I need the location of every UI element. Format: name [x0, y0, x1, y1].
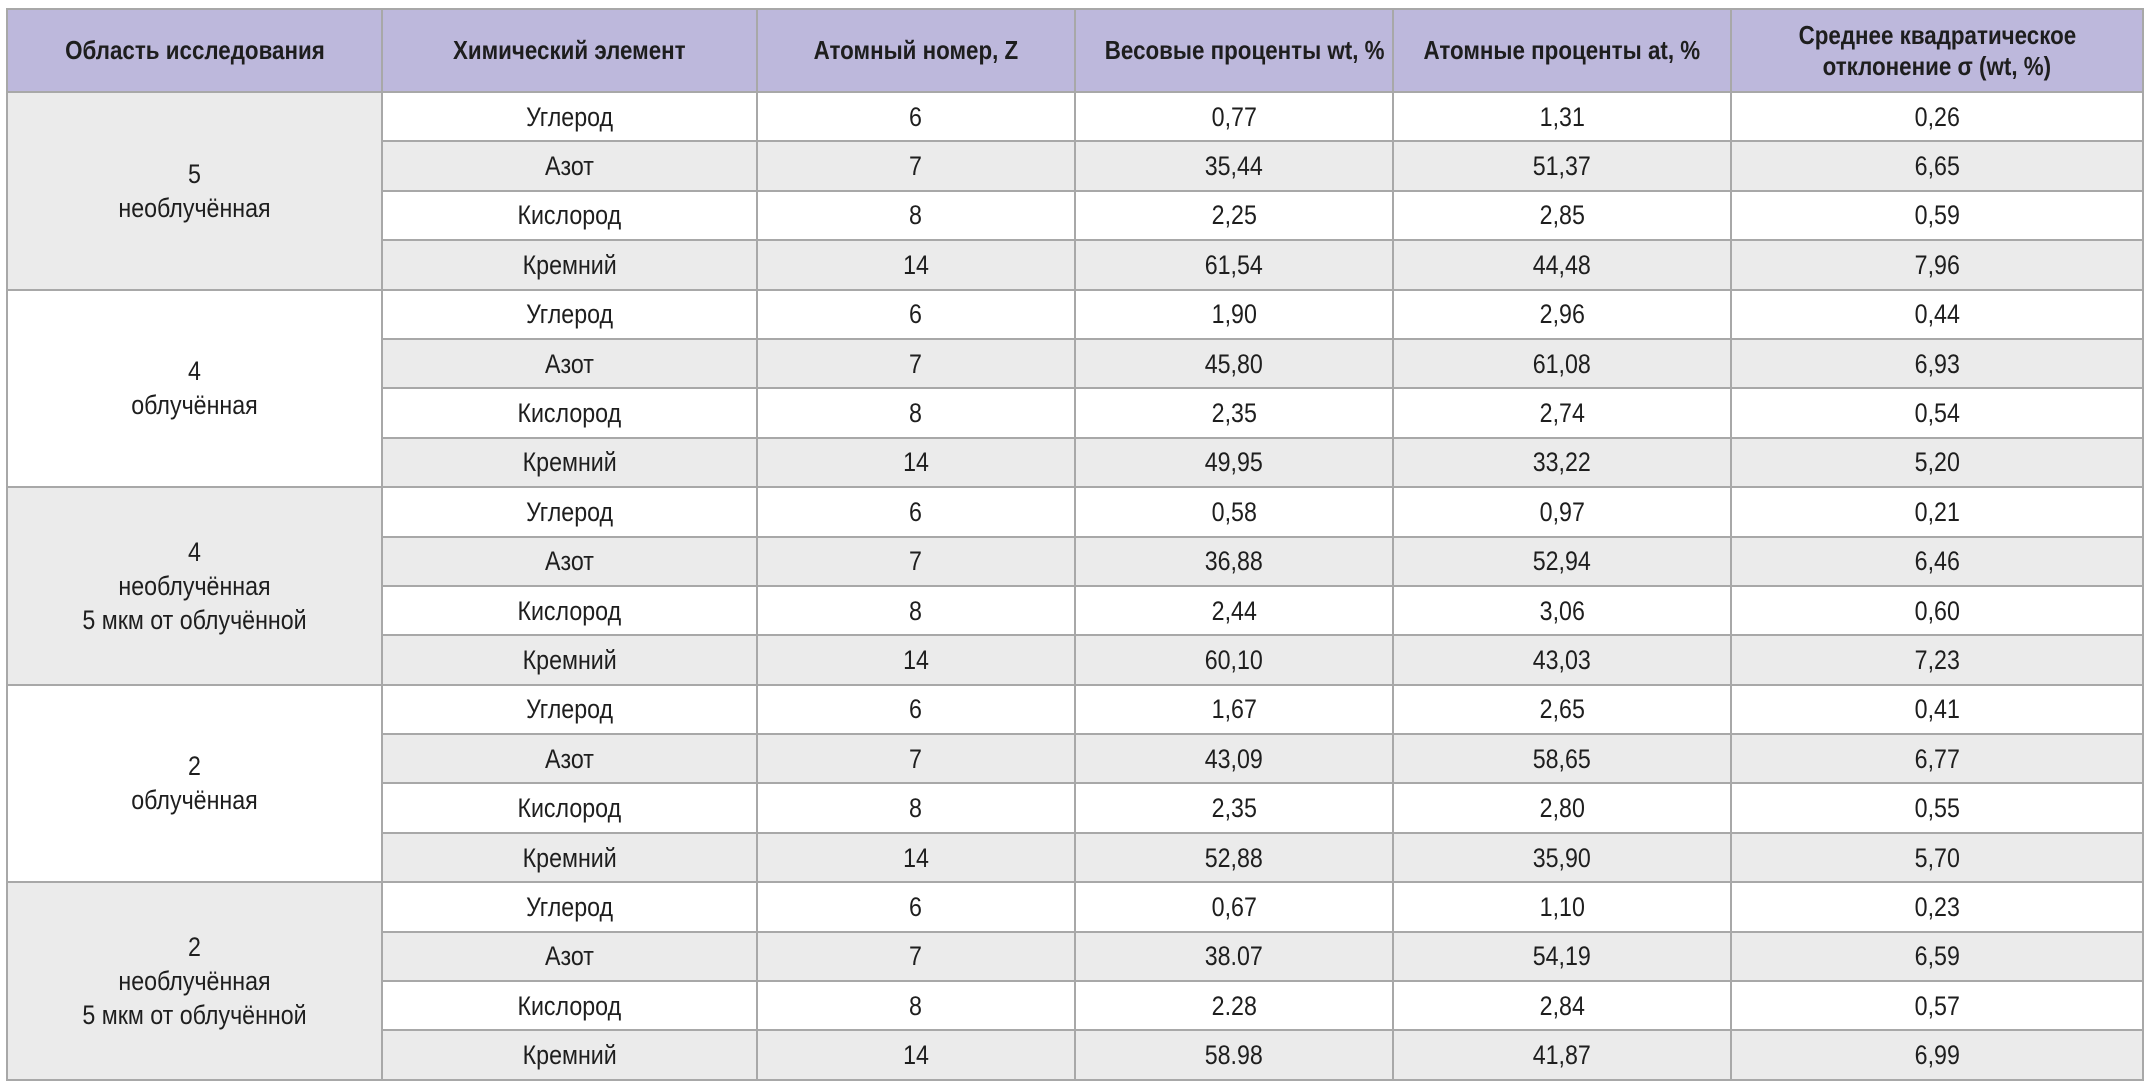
cell-std-deviation-value: 6,77	[1914, 743, 1960, 774]
cell-element-value: Азот	[545, 941, 594, 972]
cell-atomic-number	[757, 438, 1075, 487]
cell-atomic-percent	[1393, 685, 1731, 734]
cell-atomic-percent	[1393, 981, 1731, 1030]
cell-atomic-percent	[1393, 240, 1731, 289]
cell-atomic-percent-value: 35,90	[1532, 842, 1592, 873]
cell-atomic-percent-value: 2,65	[1539, 694, 1585, 725]
cell-std-deviation	[1731, 635, 2143, 684]
cell-weight-percent	[1075, 438, 1393, 487]
cell-atomic-number	[757, 191, 1075, 240]
cell-weight-percent-value: 2,35	[1211, 793, 1257, 824]
cell-element	[382, 191, 757, 240]
cell-std-deviation-value: 0,54	[1914, 398, 1960, 429]
cell-element-value: Кислород	[517, 595, 622, 626]
cell-std-deviation-value: 5,70	[1914, 842, 1960, 873]
cell-weight-percent-value: 38.07	[1204, 941, 1264, 972]
study-area-line: 5 мкм от облучённой	[82, 1000, 307, 1031]
cell-atomic-percent-value: 2,84	[1539, 990, 1585, 1021]
cell-element	[382, 339, 757, 388]
cell-weight-percent-value: 60,10	[1204, 644, 1264, 675]
cell-atomic-percent	[1393, 290, 1731, 339]
study-area-line: облучённая	[131, 785, 258, 816]
cell-std-deviation	[1731, 487, 2143, 536]
cell-study-area	[7, 92, 382, 290]
table-row	[7, 92, 2143, 141]
cell-weight-percent	[1075, 783, 1393, 832]
cell-std-deviation	[1731, 537, 2143, 586]
cell-atomic-number-value: 8	[909, 990, 923, 1021]
cell-atomic-number-value: 8	[909, 793, 923, 824]
cell-atomic-number-value: 6	[909, 299, 923, 330]
cell-atomic-number-value: 14	[903, 249, 929, 280]
cell-atomic-percent	[1393, 388, 1731, 437]
cell-weight-percent	[1075, 339, 1393, 388]
cell-atomic-percent-value: 2,85	[1539, 200, 1585, 231]
cell-element-value: Углерод	[525, 891, 613, 922]
cell-std-deviation-value: 6,65	[1914, 151, 1960, 182]
cell-weight-percent-value: 0,58	[1211, 496, 1257, 527]
cell-element-value: Азот	[545, 348, 594, 379]
cell-weight-percent	[1075, 141, 1393, 190]
cell-atomic-percent-value: 58,65	[1532, 743, 1592, 774]
cell-weight-percent-value: 2,44	[1211, 595, 1257, 626]
data-table-container	[6, 8, 2142, 1081]
cell-element-value: Кислород	[517, 793, 622, 824]
cell-atomic-percent-value: 1,10	[1539, 891, 1585, 922]
cell-weight-percent-value: 43,09	[1204, 743, 1264, 774]
cell-weight-percent-value: 1,67	[1211, 694, 1257, 725]
cell-atomic-number	[757, 537, 1075, 586]
study-area-line: 2	[188, 751, 201, 782]
cell-weight-percent-value: 1,90	[1211, 299, 1257, 330]
cell-element-value: Углерод	[525, 694, 613, 725]
cell-weight-percent-value: 2.28	[1211, 990, 1257, 1021]
cell-std-deviation	[1731, 833, 2143, 882]
cell-weight-percent-value: 2,25	[1211, 200, 1257, 231]
cell-element	[382, 1030, 757, 1079]
cell-element-value: Углерод	[525, 496, 613, 527]
table-row	[7, 685, 2143, 734]
cell-std-deviation	[1731, 734, 2143, 783]
cell-weight-percent	[1075, 734, 1393, 783]
study-area-line: 2	[188, 932, 201, 963]
cell-atomic-percent	[1393, 833, 1731, 882]
cell-atomic-number	[757, 635, 1075, 684]
cell-std-deviation-value: 0,44	[1914, 299, 1960, 330]
cell-weight-percent	[1075, 191, 1393, 240]
cell-atomic-number-value: 7	[909, 151, 923, 182]
cell-std-deviation	[1731, 586, 2143, 635]
cell-element-value: Азот	[545, 743, 594, 774]
cell-weight-percent	[1075, 833, 1393, 882]
cell-atomic-percent-value: 44,48	[1532, 249, 1592, 280]
cell-element	[382, 487, 757, 536]
cell-std-deviation-value: 6,93	[1914, 348, 1960, 379]
cell-weight-percent	[1075, 635, 1393, 684]
cell-weight-percent	[1075, 932, 1393, 981]
cell-weight-percent-value: 45,80	[1204, 348, 1264, 379]
header-weight-percent: Весовые проценты wt, %	[1075, 9, 1393, 92]
cell-element	[382, 833, 757, 882]
cell-element-value: Кремний	[522, 842, 617, 873]
cell-atomic-percent-value: 41,87	[1532, 1040, 1592, 1071]
cell-element	[382, 290, 757, 339]
cell-atomic-number	[757, 339, 1075, 388]
cell-atomic-percent	[1393, 734, 1731, 783]
cell-element	[382, 537, 757, 586]
cell-element-value: Кислород	[517, 990, 622, 1021]
cell-weight-percent	[1075, 882, 1393, 931]
cell-atomic-number	[757, 1030, 1075, 1079]
cell-element	[382, 92, 757, 141]
cell-atomic-percent	[1393, 783, 1731, 832]
cell-atomic-percent	[1393, 487, 1731, 536]
cell-std-deviation	[1731, 932, 2143, 981]
cell-study-area	[7, 290, 382, 488]
cell-atomic-number-value: 6	[909, 496, 923, 527]
cell-atomic-percent	[1393, 92, 1731, 141]
cell-element	[382, 635, 757, 684]
cell-weight-percent-value: 36,88	[1204, 546, 1264, 577]
cell-atomic-number-value: 14	[903, 1040, 929, 1071]
cell-element	[382, 882, 757, 931]
cell-atomic-percent	[1393, 882, 1731, 931]
cell-weight-percent-value: 0,67	[1211, 891, 1257, 922]
cell-element-value: Азот	[545, 546, 594, 577]
cell-atomic-number	[757, 882, 1075, 931]
cell-atomic-percent-value: 51,37	[1532, 151, 1592, 182]
study-area-line: 4	[188, 356, 201, 387]
cell-atomic-number	[757, 783, 1075, 832]
cell-weight-percent	[1075, 981, 1393, 1030]
cell-atomic-number	[757, 240, 1075, 289]
cell-atomic-percent-value: 43,03	[1532, 644, 1592, 675]
table-row	[7, 882, 2143, 931]
cell-atomic-percent-value: 0,97	[1539, 496, 1585, 527]
cell-element-value: Кремний	[522, 1040, 617, 1071]
cell-weight-percent	[1075, 586, 1393, 635]
cell-study-area	[7, 882, 382, 1080]
cell-weight-percent	[1075, 388, 1393, 437]
header-atomic-number: Атомный номер, Z	[757, 9, 1075, 92]
study-area-line: необлучённая	[118, 192, 271, 223]
cell-element	[382, 734, 757, 783]
cell-atomic-percent	[1393, 339, 1731, 388]
table-row	[7, 290, 2143, 339]
cell-atomic-percent	[1393, 141, 1731, 190]
cell-atomic-percent	[1393, 1030, 1731, 1079]
cell-element	[382, 388, 757, 437]
cell-element-value: Азот	[545, 151, 594, 182]
cell-atomic-number	[757, 734, 1075, 783]
cell-element-value: Кремний	[522, 644, 617, 675]
study-area-line: необлучённая	[118, 570, 271, 601]
cell-weight-percent-value: 61,54	[1204, 249, 1264, 280]
cell-atomic-number-value: 6	[909, 101, 923, 132]
cell-weight-percent	[1075, 537, 1393, 586]
composition-table	[6, 8, 2144, 1081]
cell-std-deviation-value: 0,21	[1914, 496, 1960, 527]
cell-weight-percent-value: 49,95	[1204, 447, 1264, 478]
cell-std-deviation-value: 6,99	[1914, 1040, 1960, 1071]
cell-std-deviation	[1731, 339, 2143, 388]
cell-atomic-number	[757, 388, 1075, 437]
cell-atomic-percent-value: 61,08	[1532, 348, 1592, 379]
cell-weight-percent-value: 2,35	[1211, 398, 1257, 429]
header-area: Область исследования	[7, 9, 382, 92]
cell-atomic-number	[757, 586, 1075, 635]
cell-std-deviation-value: 5,20	[1914, 447, 1960, 478]
cell-atomic-number-value: 7	[909, 546, 923, 577]
cell-atomic-percent-value: 54,19	[1532, 941, 1592, 972]
cell-std-deviation-value: 0,41	[1914, 694, 1960, 725]
cell-weight-percent	[1075, 240, 1393, 289]
study-area-line: 5	[188, 158, 201, 189]
cell-atomic-number	[757, 685, 1075, 734]
cell-element	[382, 240, 757, 289]
cell-element	[382, 685, 757, 734]
cell-atomic-number-value: 14	[903, 447, 929, 478]
cell-element-value: Углерод	[525, 299, 613, 330]
cell-element	[382, 932, 757, 981]
cell-atomic-number	[757, 932, 1075, 981]
cell-std-deviation	[1731, 882, 2143, 931]
cell-std-deviation-value: 0,57	[1914, 990, 1960, 1021]
cell-weight-percent	[1075, 487, 1393, 536]
study-area-line: облучённая	[131, 390, 258, 421]
cell-atomic-percent-value: 2,74	[1539, 398, 1585, 429]
cell-study-area	[7, 685, 382, 883]
cell-atomic-number-value: 7	[909, 743, 923, 774]
cell-atomic-percent-value: 33,22	[1532, 447, 1592, 478]
cell-element	[382, 438, 757, 487]
cell-atomic-number-value: 6	[909, 891, 923, 922]
cell-std-deviation	[1731, 783, 2143, 832]
cell-std-deviation-value: 6,59	[1914, 941, 1960, 972]
header-element: Химический элемент	[382, 9, 757, 92]
cell-atomic-percent	[1393, 932, 1731, 981]
cell-atomic-percent	[1393, 586, 1731, 635]
cell-atomic-percent	[1393, 191, 1731, 240]
cell-atomic-percent	[1393, 537, 1731, 586]
study-area-line: 5 мкм от облучённой	[82, 604, 307, 635]
cell-weight-percent-value: 0,77	[1211, 101, 1257, 132]
table-row	[7, 487, 2143, 536]
cell-std-deviation	[1731, 438, 2143, 487]
cell-atomic-number	[757, 92, 1075, 141]
cell-std-deviation-value: 0,59	[1914, 200, 1960, 231]
cell-std-deviation	[1731, 1030, 2143, 1079]
table-body	[7, 92, 2143, 1080]
cell-atomic-percent-value: 52,94	[1532, 546, 1592, 577]
cell-std-deviation-value: 0,26	[1914, 101, 1960, 132]
cell-atomic-number-value: 8	[909, 398, 923, 429]
cell-std-deviation	[1731, 388, 2143, 437]
cell-atomic-number	[757, 290, 1075, 339]
cell-study-area	[7, 487, 382, 685]
cell-atomic-percent-value: 2,80	[1539, 793, 1585, 824]
study-area-line: необлучённая	[118, 966, 271, 997]
cell-element	[382, 783, 757, 832]
cell-element	[382, 586, 757, 635]
cell-std-deviation-value: 7,96	[1914, 249, 1960, 280]
cell-element-value: Кремний	[522, 249, 617, 280]
cell-atomic-number-value: 8	[909, 595, 923, 626]
cell-weight-percent-value: 52,88	[1204, 842, 1264, 873]
cell-std-deviation	[1731, 191, 2143, 240]
cell-atomic-number	[757, 487, 1075, 536]
cell-element	[382, 981, 757, 1030]
cell-std-deviation	[1731, 141, 2143, 190]
cell-std-deviation	[1731, 981, 2143, 1030]
cell-atomic-percent	[1393, 635, 1731, 684]
cell-atomic-number	[757, 981, 1075, 1030]
cell-atomic-number-value: 7	[909, 348, 923, 379]
cell-element-value: Кислород	[517, 398, 622, 429]
cell-weight-percent	[1075, 290, 1393, 339]
cell-atomic-percent-value: 3,06	[1539, 595, 1585, 626]
cell-weight-percent	[1075, 685, 1393, 734]
cell-element	[382, 141, 757, 190]
cell-std-deviation	[1731, 290, 2143, 339]
cell-element-value: Кислород	[517, 200, 622, 231]
cell-atomic-number-value: 6	[909, 694, 923, 725]
cell-std-deviation	[1731, 685, 2143, 734]
header-std-deviation: Среднее квадратическое отклонение σ (wt, %)	[1731, 9, 2143, 92]
cell-std-deviation	[1731, 92, 2143, 141]
cell-atomic-number-value: 8	[909, 200, 923, 231]
header-atomic-percent: Атомные проценты at, %	[1393, 9, 1731, 92]
cell-atomic-percent-value: 2,96	[1539, 299, 1585, 330]
cell-atomic-number	[757, 141, 1075, 190]
cell-weight-percent	[1075, 92, 1393, 141]
cell-atomic-number-value: 14	[903, 644, 929, 675]
cell-std-deviation-value: 0,60	[1914, 595, 1960, 626]
cell-atomic-percent	[1393, 438, 1731, 487]
cell-std-deviation-value: 6,46	[1914, 546, 1960, 577]
cell-atomic-percent-value: 1,31	[1539, 101, 1585, 132]
cell-element-value: Углерод	[525, 101, 613, 132]
cell-std-deviation	[1731, 240, 2143, 289]
cell-weight-percent-value: 58.98	[1204, 1040, 1264, 1071]
header-row	[7, 9, 2143, 92]
cell-std-deviation-value: 0,23	[1914, 891, 1960, 922]
cell-weight-percent-value: 35,44	[1204, 151, 1264, 182]
study-area-line: 4	[188, 536, 201, 567]
cell-std-deviation-value: 0,55	[1914, 793, 1960, 824]
cell-element-value: Кремний	[522, 447, 617, 478]
cell-atomic-number-value: 14	[903, 842, 929, 873]
cell-atomic-number-value: 7	[909, 941, 923, 972]
cell-weight-percent	[1075, 1030, 1393, 1079]
cell-atomic-number	[757, 833, 1075, 882]
cell-std-deviation-value: 7,23	[1914, 644, 1960, 675]
